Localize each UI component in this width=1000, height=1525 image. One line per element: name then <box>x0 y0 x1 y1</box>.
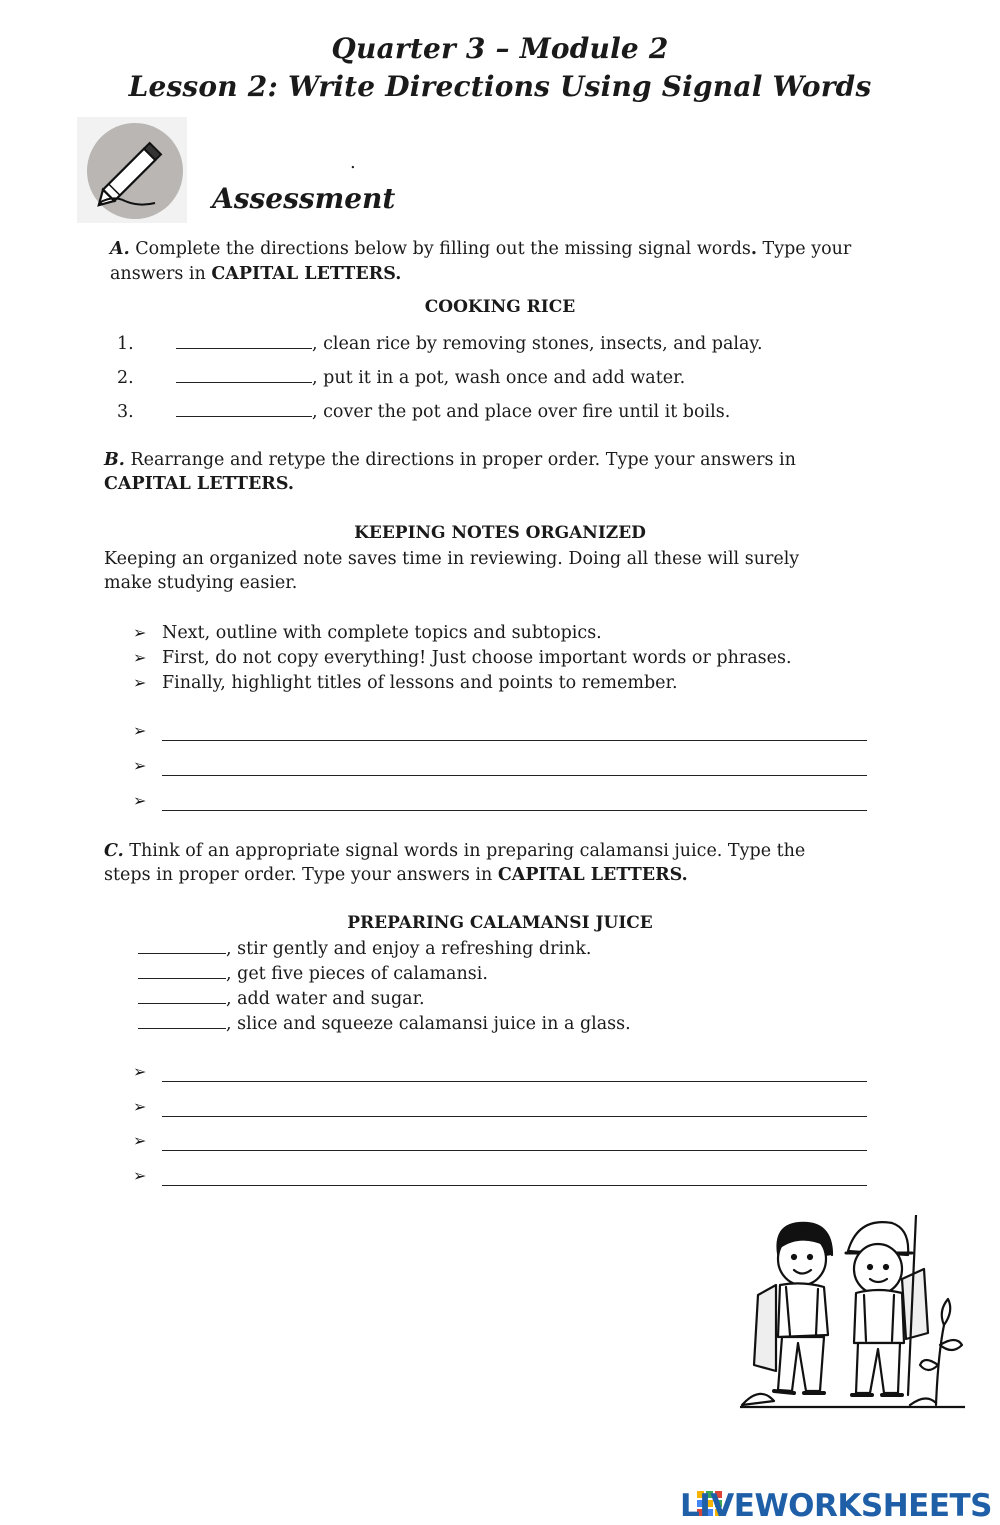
answer-blank[interactable] <box>138 937 226 954</box>
arrow-bullet-icon: ➢ <box>133 1166 147 1185</box>
calamansi-step-text: , add water and sugar. <box>226 989 425 1009</box>
page-title-line1: Quarter 3 – Module 2 <box>331 32 669 65</box>
arrow-bullet-icon: ➢ <box>133 673 147 692</box>
arrow-bullet-icon: ➢ <box>133 791 147 810</box>
answer-blank[interactable] <box>176 400 312 417</box>
part-c-text-1: Think of an appropriate signal words in preparing calamansi juice. Type the <box>123 841 806 861</box>
list-item: Finally, highlight titles of lessons and points to remember. <box>162 673 678 693</box>
part-b-label: B. <box>104 450 125 470</box>
part-b-text-1: Rearrange and retype the directions in proper order. Type your answers in <box>124 450 796 470</box>
part-a-text-3: answers in <box>110 264 212 284</box>
rice-step-1 <box>117 332 134 356</box>
answer-blank[interactable] <box>138 987 226 1004</box>
answer-line[interactable] <box>162 1150 867 1151</box>
arrow-bullet-icon: ➢ <box>133 1097 147 1116</box>
section-title: Assessment <box>212 182 396 215</box>
answer-blank[interactable] <box>176 332 312 349</box>
rice-step-text: , put it in a pot, wash once and add water. <box>312 368 686 388</box>
pencil-icon <box>77 117 187 223</box>
part-c-text-2: steps in proper order. Type your answers in <box>104 865 498 885</box>
keeping-notes-intro-2: make studying easier. <box>104 573 298 593</box>
calamansi-step <box>138 987 425 1011</box>
arrow-bullet-icon: ➢ <box>133 1062 147 1081</box>
rice-step-text: , cover the pot and place over fire until it boils. <box>312 402 731 422</box>
answer-line[interactable] <box>162 810 867 811</box>
arrow-bullet-icon: ➢ <box>133 623 147 642</box>
part-b-instruction <box>104 448 796 472</box>
page-title-line2: Lesson 2: Write Directions Using Signal Words <box>128 70 872 103</box>
part-a-instruction-line2 <box>110 262 401 286</box>
part-c-label: C. <box>104 841 124 861</box>
rice-step-number: 2. <box>117 368 134 388</box>
part-a-dot: . <box>750 239 757 259</box>
keeping-notes-intro-1: Keeping an organized note saves time in reviewing. Doing all these will surely <box>104 549 800 569</box>
part-a-label: A. <box>110 239 130 259</box>
calamansi-step-text: , stir gently and enjoy a refreshing drink. <box>226 939 592 959</box>
calamansi-step <box>138 1012 631 1036</box>
answer-line[interactable] <box>162 775 867 776</box>
answer-line[interactable] <box>162 1185 867 1186</box>
part-c-instruction-line2 <box>104 863 688 887</box>
answer-blank[interactable] <box>138 1012 226 1029</box>
cooking-rice-heading: COOKING RICE <box>424 297 576 317</box>
answer-blank[interactable] <box>138 962 226 979</box>
part-a-caps: CAPITAL LETTERS. <box>211 264 402 284</box>
rice-step-1-body <box>176 332 763 356</box>
arrow-bullet-icon: ➢ <box>133 1131 147 1150</box>
part-b-caps: CAPITAL LETTERS. <box>104 474 294 494</box>
calamansi-step-text: , get five pieces of calamansi. <box>226 964 488 984</box>
list-item: Next, outline with complete topics and subtopics. <box>162 623 602 643</box>
rice-step-number: 3. <box>117 402 134 422</box>
rice-step-3 <box>117 400 134 424</box>
calamansi-step-text: , slice and squeeze calamansi juice in a glass. <box>226 1014 631 1034</box>
answer-blank[interactable] <box>176 366 312 383</box>
rice-step-2 <box>117 366 134 390</box>
part-c-caps: CAPITAL LETTERS. <box>497 865 688 885</box>
rice-step-number: 1. <box>117 334 134 354</box>
rice-step-3-body <box>176 400 730 424</box>
liveworksheets-brand[interactable]: LIVEWORKSHEETS <box>680 1488 992 1524</box>
part-a-text-2: Type your <box>756 239 852 259</box>
part-c-instruction <box>104 839 805 863</box>
rice-step-2-body <box>176 366 685 390</box>
arrow-bullet-icon: ➢ <box>133 756 147 775</box>
list-item: First, do not copy everything! Just choose important words or phrases. <box>162 648 792 668</box>
calamansi-step <box>138 962 488 986</box>
answer-line[interactable] <box>162 740 867 741</box>
calamansi-heading: PREPARING CALAMANSI JUICE <box>347 913 653 933</box>
rice-step-text: , clean rice by removing stones, insects, and palay. <box>312 334 763 354</box>
calamansi-step <box>138 937 591 961</box>
answer-line[interactable] <box>162 1081 867 1082</box>
hikers-illustration <box>740 1215 965 1410</box>
dot-mark: . <box>350 152 356 173</box>
arrow-bullet-icon: ➢ <box>133 721 147 740</box>
arrow-bullet-icon: ➢ <box>133 648 147 667</box>
keeping-notes-heading: KEEPING NOTES ORGANIZED <box>354 523 646 543</box>
part-a-text-1: Complete the directions below by filling out the missing signal words <box>129 239 751 259</box>
answer-line[interactable] <box>162 1116 867 1117</box>
part-a-instruction <box>110 237 851 261</box>
